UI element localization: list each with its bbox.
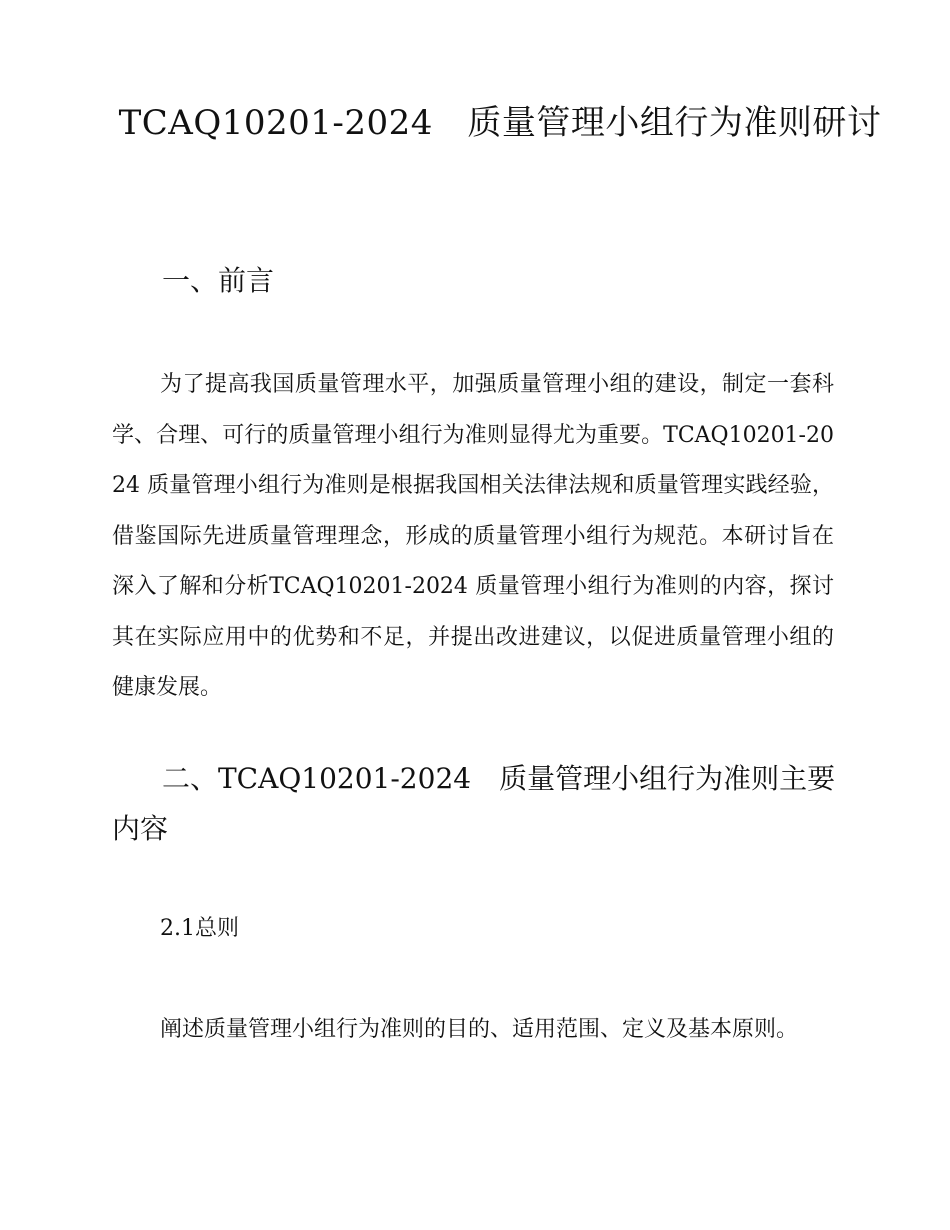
general-paragraph: 阐述质量管理小组行为准则的目的、适用范围、定义及基本原则。 (160, 1017, 799, 1042)
section-heading-main-content: 二、TCAQ10201-2024 质量管理小组行为准则主要内容 (112, 762, 836, 845)
section-heading-preface: 一、前言 (162, 264, 275, 297)
preface-paragraph: 为了提高我国质量管理水平，加强质量管理小组的建设，制定一套科学、合理、可行的质量管理小组行为准则显得尤为重要。TCAQ10201-2024 质量管理小组行为准则是根据我国相关法律法规和质量管理实践经验，借鉴国际先进质量管理理念，形成的质量管理小组行为规范。本研讨旨在深入了解和分析TCAQ10201-2024 质量管理小组行为准则的内容，探讨其在实际应用中的优势和不足，并提出改进建议，以促进质量管理小组的健康发展。 (112, 372, 834, 700)
subsection-heading-general: 2.1总则 (160, 916, 239, 941)
document-title: TCAQ10201-2024 质量管理小组行为准则研讨 (118, 103, 882, 143)
